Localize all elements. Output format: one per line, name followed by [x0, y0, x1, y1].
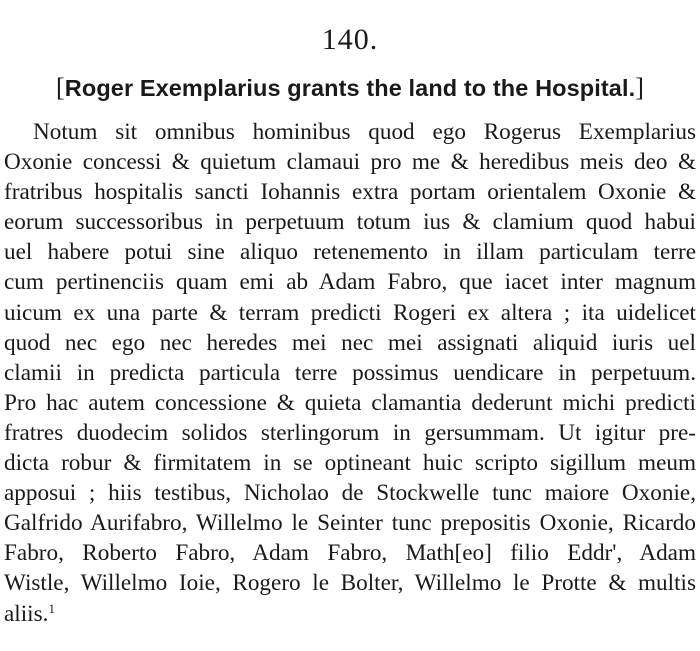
text-line-1: Notum sit omnibus hominibus quod ego Rogerus Exemplarius — [33, 119, 696, 145]
text-line-16: Wistle, Willelmo Ioie, Rogero le Bolter, Willelmo le Protte & multis — [4, 570, 696, 597]
text-line-6: cum pertinenciis quam emi ab Adam Fabro, que iacet inter magnum — [4, 269, 696, 296]
text-line-13: apposui ; hiis testibus, Nicholao de Stockwelle tunc maiore Oxonie, — [4, 480, 696, 507]
text-line-14: Galfrido Aurifabro, Willelmo le Seinter tunc prepositis Oxonie, Ricardo — [4, 510, 696, 537]
heading-text: Roger Exemplarius grants the land to the Hospital. — [64, 75, 636, 101]
charter-text — [4, 117, 696, 629]
footnote-marker: 1 — [48, 600, 55, 616]
text-line-12: dicta robur & firmitatem in se optineant huic scripto sigillum meum — [4, 450, 696, 477]
text-line-5: uel habere potui sine aliquo retenemento in illam particulam terre — [4, 239, 696, 266]
heading-open-bracket: [ — [56, 73, 65, 102]
text-line-3: fratribus hospitalis sancti Iohannis extra portam orientalem Oxonie & — [4, 179, 696, 206]
text-line-10: Pro hac autem concessione & quieta clamantia dederunt michi predicti — [4, 389, 696, 416]
text-line-15: Fabro, Roberto Fabro, Adam Fabro, Math[eo] filio Eddr', Adam — [4, 540, 696, 567]
document-number: 140. — [321, 23, 379, 56]
document-heading — [0, 72, 700, 104]
text-line-17-text: aliis. — [4, 600, 49, 627]
text-line-17 — [4, 599, 696, 629]
text-line-4: eorum successoribus in perpetuum totum ius & clamium quod habui — [4, 209, 696, 236]
text-line-9: clamii in predicta particula terre possimus uendicare in perpetuum. — [4, 359, 696, 386]
text-line-2: Oxonie concessi & quietum clamaui pro me & heredibus meis deo & — [4, 149, 696, 176]
heading-close-bracket: ] — [635, 73, 644, 102]
text-line-7: uicum ex una parte & terram predicti Rogeri ex altera ; ita uidelicet — [4, 299, 696, 326]
text-line-11: fratres duodecim solidos sterlingorum in gersummam. Ut igitur pre- — [4, 419, 696, 446]
text-line-8: quod nec ego nec heredes mei nec mei assignati aliquid iuris uel — [4, 329, 696, 356]
